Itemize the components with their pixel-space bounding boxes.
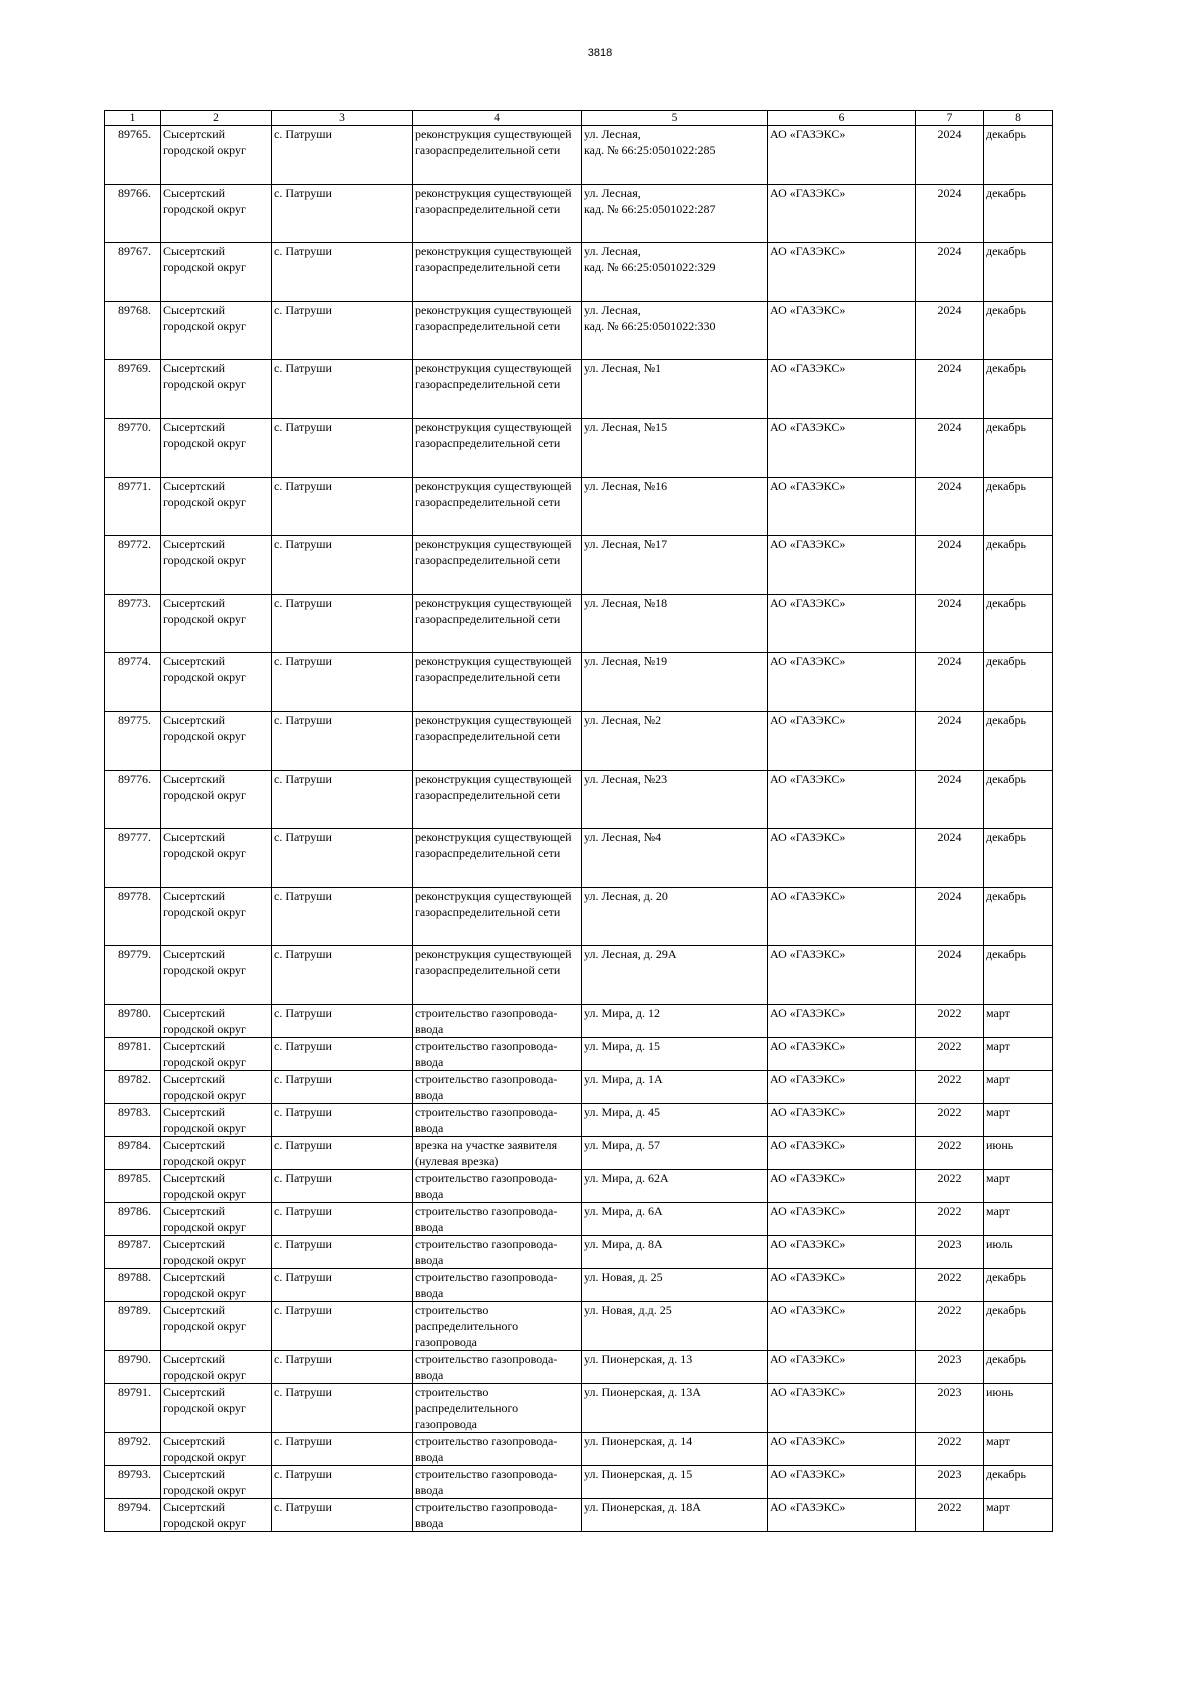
cell-district: Сысертский городской округ [161, 1070, 272, 1103]
cell-year: 2022 [916, 1169, 984, 1202]
cell-year: 2022 [916, 1301, 984, 1350]
cell-year: 2024 [916, 418, 984, 477]
cell-work-type: реконструкция существующей газораспределительной сети [413, 887, 582, 946]
cell-district: Сысертский городской округ [161, 126, 272, 185]
cell-organization: АО «ГАЗЭКС» [768, 1383, 916, 1432]
cell-year: 2024 [916, 243, 984, 302]
cell-month: декабрь [984, 360, 1053, 419]
cell-settlement: с. Патруши [272, 887, 413, 946]
cell-address: ул. Лесная, кад. № 66:25:0501022:287 [582, 184, 768, 243]
cell-district: Сысертский городской округ [161, 1268, 272, 1301]
cell-address: ул. Пионерская, д. 14 [582, 1432, 768, 1465]
cell-address: ул. Пионерская, д. 18А [582, 1498, 768, 1531]
cell-settlement: с. Патруши [272, 946, 413, 1005]
cell-organization: АО «ГАЗЭКС» [768, 1136, 916, 1169]
table-row [105, 1070, 1053, 1103]
cell-district: Сысертский городской округ [161, 360, 272, 419]
cell-work-type: строительство газопровода- ввода [413, 1202, 582, 1235]
cell-settlement: с. Патруши [272, 829, 413, 888]
cell-address: ул. Лесная, №19 [582, 653, 768, 712]
cell-year: 2024 [916, 946, 984, 1005]
cell-organization: АО «ГАЗЭКС» [768, 126, 916, 185]
table-row [105, 1350, 1053, 1383]
cell-month: март [984, 1037, 1053, 1070]
column-header-3: 3 [272, 111, 413, 126]
cell-settlement: с. Патруши [272, 536, 413, 595]
cell-work-type: строительство газопровода- ввода [413, 1432, 582, 1465]
cell-settlement: с. Патруши [272, 1004, 413, 1037]
cell-year: 2023 [916, 1350, 984, 1383]
cell-district: Сысертский городской округ [161, 1136, 272, 1169]
cell-organization: АО «ГАЗЭКС» [768, 360, 916, 419]
cell-year: 2023 [916, 1465, 984, 1498]
cell-work-type: строительство газопровода- ввода [413, 1498, 582, 1531]
cell-district: Сысертский городской округ [161, 1103, 272, 1136]
cell-work-type: строительство газопровода- ввода [413, 1037, 582, 1070]
cell-work-type: реконструкция существующей газораспределительной сети [413, 243, 582, 302]
cell-district: Сысертский городской округ [161, 946, 272, 1005]
cell-district: Сысертский городской округ [161, 770, 272, 829]
cell-row-number: 89771. [105, 477, 161, 536]
table-row [105, 477, 1053, 536]
table-row [105, 1432, 1053, 1465]
cell-month: март [984, 1169, 1053, 1202]
cell-address: ул. Лесная, №16 [582, 477, 768, 536]
cell-settlement: с. Патруши [272, 1136, 413, 1169]
cell-row-number: 89772. [105, 536, 161, 595]
cell-year: 2024 [916, 594, 984, 653]
cell-month: декабрь [984, 418, 1053, 477]
cell-settlement: с. Патруши [272, 1037, 413, 1070]
cell-organization: АО «ГАЗЭКС» [768, 1465, 916, 1498]
cell-settlement: с. Патруши [272, 1301, 413, 1350]
table-row [105, 887, 1053, 946]
table-row [105, 1103, 1053, 1136]
cell-work-type: реконструкция существующей газораспределительной сети [413, 536, 582, 595]
cell-year: 2024 [916, 477, 984, 536]
cell-work-type: строительство газопровода- ввода [413, 1268, 582, 1301]
cell-work-type: строительство распределительного газопровода [413, 1383, 582, 1432]
cell-month: март [984, 1103, 1053, 1136]
cell-address: ул. Лесная, №17 [582, 536, 768, 595]
cell-address: ул. Мира, д. 15 [582, 1037, 768, 1070]
column-header-5: 5 [582, 111, 768, 126]
table-row [105, 243, 1053, 302]
table-row [105, 829, 1053, 888]
cell-settlement: с. Патруши [272, 477, 413, 536]
cell-address: ул. Мира, д. 57 [582, 1136, 768, 1169]
cell-row-number: 89783. [105, 1103, 161, 1136]
cell-row-number: 89790. [105, 1350, 161, 1383]
cell-month: декабрь [984, 301, 1053, 360]
cell-organization: АО «ГАЗЭКС» [768, 1004, 916, 1037]
cell-month: март [984, 1432, 1053, 1465]
table-row [105, 126, 1053, 185]
cell-year: 2024 [916, 829, 984, 888]
cell-district: Сысертский городской округ [161, 418, 272, 477]
cell-work-type: строительство газопровода- ввода [413, 1465, 582, 1498]
cell-row-number: 89777. [105, 829, 161, 888]
cell-month: декабрь [984, 1301, 1053, 1350]
cell-settlement: с. Патруши [272, 184, 413, 243]
cell-organization: АО «ГАЗЭКС» [768, 887, 916, 946]
cell-district: Сысертский городской округ [161, 184, 272, 243]
cell-month: декабрь [984, 770, 1053, 829]
cell-organization: АО «ГАЗЭКС» [768, 946, 916, 1005]
cell-month: март [984, 1498, 1053, 1531]
cell-year: 2022 [916, 1004, 984, 1037]
cell-year: 2022 [916, 1202, 984, 1235]
cell-row-number: 89781. [105, 1037, 161, 1070]
cell-organization: АО «ГАЗЭКС» [768, 1235, 916, 1268]
cell-row-number: 89780. [105, 1004, 161, 1037]
cell-address: ул. Лесная, кад. № 66:25:0501022:329 [582, 243, 768, 302]
cell-row-number: 89767. [105, 243, 161, 302]
cell-settlement: с. Патруши [272, 1383, 413, 1432]
cell-work-type: реконструкция существующей газораспределительной сети [413, 477, 582, 536]
cell-month: декабрь [984, 477, 1053, 536]
cell-year: 2024 [916, 360, 984, 419]
cell-address: ул. Лесная, кад. № 66:25:0501022:330 [582, 301, 768, 360]
cell-row-number: 89778. [105, 887, 161, 946]
cell-organization: АО «ГАЗЭКС» [768, 1268, 916, 1301]
cell-month: декабрь [984, 594, 1053, 653]
cell-month: декабрь [984, 887, 1053, 946]
cell-organization: АО «ГАЗЭКС» [768, 536, 916, 595]
column-header-2: 2 [161, 111, 272, 126]
table-row [105, 1383, 1053, 1432]
cell-settlement: с. Патруши [272, 770, 413, 829]
cell-month: июнь [984, 1136, 1053, 1169]
cell-address: ул. Лесная, №23 [582, 770, 768, 829]
cell-district: Сысертский городской округ [161, 1169, 272, 1202]
cell-address: ул. Лесная, д. 20 [582, 887, 768, 946]
table-row [105, 594, 1053, 653]
cell-work-type: реконструкция существующей газораспределительной сети [413, 770, 582, 829]
cell-organization: АО «ГАЗЭКС» [768, 1070, 916, 1103]
table-row [105, 653, 1053, 712]
cell-month: декабрь [984, 711, 1053, 770]
cell-settlement: с. Патруши [272, 594, 413, 653]
cell-settlement: с. Патруши [272, 1432, 413, 1465]
cell-year: 2023 [916, 1235, 984, 1268]
cell-organization: АО «ГАЗЭКС» [768, 477, 916, 536]
cell-row-number: 89766. [105, 184, 161, 243]
cell-settlement: с. Патруши [272, 418, 413, 477]
cell-month: декабрь [984, 1350, 1053, 1383]
cell-district: Сысертский городской округ [161, 829, 272, 888]
cell-organization: АО «ГАЗЭКС» [768, 1202, 916, 1235]
cell-row-number: 89779. [105, 946, 161, 1005]
cell-district: Сысертский городской округ [161, 536, 272, 595]
cell-organization: АО «ГАЗЭКС» [768, 1498, 916, 1531]
cell-organization: АО «ГАЗЭКС» [768, 829, 916, 888]
table-row [105, 1169, 1053, 1202]
table-row [105, 1235, 1053, 1268]
cell-work-type: реконструкция существующей газораспределительной сети [413, 829, 582, 888]
table-row [105, 946, 1053, 1005]
cell-organization: АО «ГАЗЭКС» [768, 1103, 916, 1136]
cell-row-number: 89788. [105, 1268, 161, 1301]
table-row [105, 1037, 1053, 1070]
cell-row-number: 89784. [105, 1136, 161, 1169]
cell-year: 2022 [916, 1070, 984, 1103]
cell-month: декабрь [984, 946, 1053, 1005]
cell-district: Сысертский городской округ [161, 1004, 272, 1037]
cell-settlement: с. Патруши [272, 653, 413, 712]
table-row [105, 1498, 1053, 1531]
cell-row-number: 89793. [105, 1465, 161, 1498]
cell-district: Сысертский городской округ [161, 594, 272, 653]
table-row [105, 1136, 1053, 1169]
cell-address: ул. Лесная, №1 [582, 360, 768, 419]
cell-work-type: строительство газопровода- ввода [413, 1103, 582, 1136]
header-row [105, 111, 1053, 126]
table-row [105, 1202, 1053, 1235]
cell-month: декабрь [984, 184, 1053, 243]
cell-work-type: реконструкция существующей газораспределительной сети [413, 301, 582, 360]
cell-address: ул. Мира, д. 8А [582, 1235, 768, 1268]
cell-district: Сысертский городской округ [161, 711, 272, 770]
cell-settlement: с. Патруши [272, 1103, 413, 1136]
cell-year: 2022 [916, 1432, 984, 1465]
cell-row-number: 89791. [105, 1383, 161, 1432]
page-number: 3818 [587, 47, 613, 59]
cell-month: март [984, 1070, 1053, 1103]
table-row [105, 1004, 1053, 1037]
cell-district: Сысертский городской округ [161, 1202, 272, 1235]
cell-settlement: с. Патруши [272, 360, 413, 419]
cell-work-type: реконструкция существующей газораспределительной сети [413, 126, 582, 185]
cell-work-type: строительство газопровода- ввода [413, 1070, 582, 1103]
cell-district: Сысертский городской округ [161, 1432, 272, 1465]
cell-organization: АО «ГАЗЭКС» [768, 770, 916, 829]
cell-year: 2022 [916, 1136, 984, 1169]
cell-address: ул. Новая, д.д. 25 [582, 1301, 768, 1350]
cell-row-number: 89769. [105, 360, 161, 419]
cell-row-number: 89786. [105, 1202, 161, 1235]
column-header-6: 6 [768, 111, 916, 126]
cell-settlement: с. Патруши [272, 1202, 413, 1235]
column-header-8: 8 [984, 111, 1053, 126]
cell-work-type: реконструкция существующей газораспределительной сети [413, 711, 582, 770]
cell-year: 2023 [916, 1383, 984, 1432]
cell-organization: АО «ГАЗЭКС» [768, 711, 916, 770]
cell-address: ул. Лесная, №15 [582, 418, 768, 477]
cell-row-number: 89775. [105, 711, 161, 770]
cell-year: 2022 [916, 1037, 984, 1070]
table-row [105, 184, 1053, 243]
table-row [105, 301, 1053, 360]
cell-organization: АО «ГАЗЭКС» [768, 594, 916, 653]
cell-month: декабрь [984, 1268, 1053, 1301]
cell-settlement: с. Патруши [272, 1169, 413, 1202]
cell-row-number: 89776. [105, 770, 161, 829]
cell-address: ул. Лесная, №4 [582, 829, 768, 888]
register-table [104, 110, 1053, 1532]
cell-address: ул. Мира, д. 1А [582, 1070, 768, 1103]
table-row [105, 1301, 1053, 1350]
cell-work-type: строительство газопровода- ввода [413, 1169, 582, 1202]
cell-work-type: реконструкция существующей газораспределительной сети [413, 360, 582, 419]
table-row [105, 418, 1053, 477]
cell-year: 2024 [916, 887, 984, 946]
cell-district: Сысертский городской округ [161, 301, 272, 360]
cell-settlement: с. Патруши [272, 1465, 413, 1498]
cell-row-number: 89768. [105, 301, 161, 360]
cell-district: Сысертский городской округ [161, 477, 272, 536]
cell-work-type: реконструкция существующей газораспределительной сети [413, 594, 582, 653]
cell-row-number: 89774. [105, 653, 161, 712]
cell-settlement: с. Патруши [272, 1268, 413, 1301]
cell-year: 2024 [916, 536, 984, 595]
cell-row-number: 89773. [105, 594, 161, 653]
cell-month: март [984, 1004, 1053, 1037]
cell-district: Сысертский городской округ [161, 243, 272, 302]
cell-year: 2024 [916, 301, 984, 360]
cell-year: 2024 [916, 184, 984, 243]
cell-work-type: строительство газопровода- ввода [413, 1350, 582, 1383]
cell-month: декабрь [984, 126, 1053, 185]
cell-settlement: с. Патруши [272, 1070, 413, 1103]
cell-district: Сысертский городской округ [161, 887, 272, 946]
cell-work-type: реконструкция существующей газораспределительной сети [413, 184, 582, 243]
cell-month: декабрь [984, 829, 1053, 888]
cell-district: Сысертский городской округ [161, 1465, 272, 1498]
cell-year: 2022 [916, 1103, 984, 1136]
cell-settlement: с. Патруши [272, 1235, 413, 1268]
cell-district: Сысертский городской округ [161, 1037, 272, 1070]
cell-settlement: с. Патруши [272, 1498, 413, 1531]
cell-address: ул. Пионерская, д. 13 [582, 1350, 768, 1383]
cell-month: март [984, 1202, 1053, 1235]
cell-address: ул. Пионерская, д. 15 [582, 1465, 768, 1498]
cell-work-type: врезка на участке заявителя (нулевая врезка) [413, 1136, 582, 1169]
cell-work-type: строительство распределительного газопровода [413, 1301, 582, 1350]
cell-district: Сысертский городской округ [161, 1350, 272, 1383]
cell-month: декабрь [984, 243, 1053, 302]
cell-month: декабрь [984, 1465, 1053, 1498]
cell-month: июнь [984, 1383, 1053, 1432]
cell-district: Сысертский городской округ [161, 1383, 272, 1432]
cell-settlement: с. Патруши [272, 301, 413, 360]
column-header-1: 1 [105, 111, 161, 126]
cell-district: Сысертский городской округ [161, 653, 272, 712]
cell-address: ул. Мира, д. 6А [582, 1202, 768, 1235]
cell-month: декабрь [984, 653, 1053, 712]
column-header-7: 7 [916, 111, 984, 126]
cell-row-number: 89765. [105, 126, 161, 185]
cell-year: 2024 [916, 770, 984, 829]
cell-year: 2024 [916, 711, 984, 770]
cell-organization: АО «ГАЗЭКС» [768, 418, 916, 477]
table-row [105, 360, 1053, 419]
cell-row-number: 89789. [105, 1301, 161, 1350]
cell-work-type: реконструкция существующей газораспределительной сети [413, 653, 582, 712]
cell-organization: АО «ГАЗЭКС» [768, 1301, 916, 1350]
cell-row-number: 89787. [105, 1235, 161, 1268]
table-row [105, 711, 1053, 770]
cell-address: ул. Новая, д. 25 [582, 1268, 768, 1301]
cell-month: декабрь [984, 536, 1053, 595]
cell-address: ул. Лесная, д. 29А [582, 946, 768, 1005]
cell-organization: АО «ГАЗЭКС» [768, 243, 916, 302]
cell-settlement: с. Патруши [272, 1350, 413, 1383]
table-row [105, 1268, 1053, 1301]
cell-work-type: реконструкция существующей газораспределительной сети [413, 418, 582, 477]
cell-settlement: с. Патруши [272, 711, 413, 770]
cell-work-type: реконструкция существующей газораспределительной сети [413, 946, 582, 1005]
cell-settlement: с. Патруши [272, 126, 413, 185]
cell-year: 2024 [916, 126, 984, 185]
cell-organization: АО «ГАЗЭКС» [768, 1350, 916, 1383]
cell-organization: АО «ГАЗЭКС» [768, 301, 916, 360]
cell-row-number: 89770. [105, 418, 161, 477]
cell-district: Сысертский городской округ [161, 1235, 272, 1268]
cell-address: ул. Пионерская, д. 13А [582, 1383, 768, 1432]
cell-row-number: 89782. [105, 1070, 161, 1103]
column-header-4: 4 [413, 111, 582, 126]
cell-month: июль [984, 1235, 1053, 1268]
cell-row-number: 89792. [105, 1432, 161, 1465]
cell-settlement: с. Патруши [272, 243, 413, 302]
cell-row-number: 89785. [105, 1169, 161, 1202]
cell-address: ул. Мира, д. 62А [582, 1169, 768, 1202]
cell-organization: АО «ГАЗЭКС» [768, 1169, 916, 1202]
cell-year: 2022 [916, 1498, 984, 1531]
cell-organization: АО «ГАЗЭКС» [768, 184, 916, 243]
cell-year: 2024 [916, 653, 984, 712]
table-row [105, 536, 1053, 595]
cell-row-number: 89794. [105, 1498, 161, 1531]
cell-work-type: строительство газопровода- ввода [413, 1235, 582, 1268]
cell-district: Сысертский городской округ [161, 1301, 272, 1350]
cell-organization: АО «ГАЗЭКС» [768, 1432, 916, 1465]
cell-address: ул. Лесная, №2 [582, 711, 768, 770]
cell-year: 2022 [916, 1268, 984, 1301]
table-row [105, 770, 1053, 829]
cell-address: ул. Лесная, кад. № 66:25:0501022:285 [582, 126, 768, 185]
cell-organization: АО «ГАЗЭКС» [768, 653, 916, 712]
cell-organization: АО «ГАЗЭКС» [768, 1037, 916, 1070]
cell-address: ул. Лесная, №18 [582, 594, 768, 653]
cell-address: ул. Мира, д. 12 [582, 1004, 768, 1037]
cell-district: Сысертский городской округ [161, 1498, 272, 1531]
cell-work-type: строительство газопровода- ввода [413, 1004, 582, 1037]
table-row [105, 1465, 1053, 1498]
cell-address: ул. Мира, д. 45 [582, 1103, 768, 1136]
